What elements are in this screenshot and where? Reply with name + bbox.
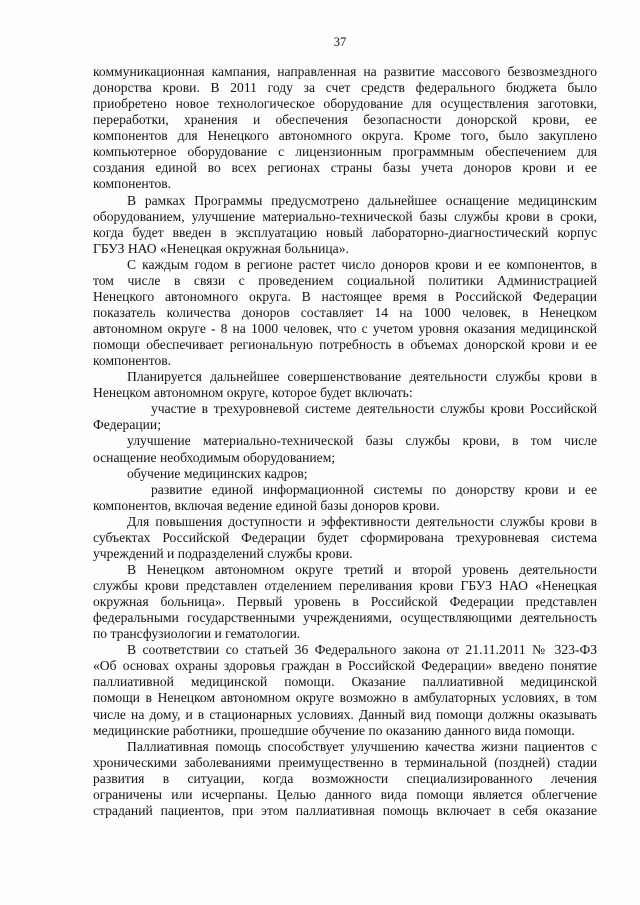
text-line: помощи обеспечивает региональную потребность в объемах донорской крови и ее [93,337,597,353]
text-line: Ненецком автономном округе, которое будет включать: [93,385,413,401]
paragraph [93,562,597,642]
text-line: компьютерное оборудование с лицензионным программным обеспечением для [93,144,597,160]
text-line: Планируется дальнейшее совершенствование деятельности службы крови в [127,369,597,385]
text-line: участие в трехуровневой системе деятельности службы крови Российской [151,401,597,417]
text-line: том числе в связи с проведением социальной политики Администрацией [93,272,597,288]
text-line: по трансфузиологии и гематологии. [93,626,301,642]
text-line: учреждений и подразделений службы крови. [93,545,353,561]
text-line: донорства крови. В 2011 году за счет средств федерального бюджета было [93,80,597,96]
text-line: компонентов, включая ведение единой базы доноров крови. [93,497,440,513]
list-item [93,433,597,465]
text-line: В соответствии со статьей 36 Федерального закона от 21.11.2011 № 323-ФЗ [127,642,597,658]
text-line: развития в ситуации, когда возможности специализированного лечения [93,770,597,786]
text-line: страданий пациентов, при этом паллиативная помощь включает в себя оказание [93,802,597,818]
text-line: субъектах Российской Федерации будет сформирована трехуровневая система [93,529,597,545]
text-line: медицинские работники, прошедшие обучение по оказанию данного вида помощи. [93,722,575,738]
text-line: показатель количества доноров составляет 14 на 1000 человек, в Ненецком [93,304,597,320]
text-line: хроническими заболеваниями преимущественно в терминальной (поздней) стадии [93,754,597,770]
text-line: оборудованием, улучшение материально-технической базы службы крови в сроки, [93,208,597,224]
list-item [93,482,597,514]
text-line: окружная больница». Первый уровень в Российской Федерации представлен [93,594,597,610]
paragraph [93,514,597,562]
paragraph [93,193,597,257]
paragraph [93,257,597,369]
text-line: развитие единой информационной системы по донорству крови и ее [151,481,597,497]
text-line: федеральными государственными учреждениями, осуществляющими деятельность [93,610,597,626]
paragraph [93,369,597,401]
text-line: Федерации; [93,417,161,433]
text-line: службы крови представлен отделением переливания крови ГБУЗ НАО «Ненецкая [93,578,597,593]
list-item [93,401,597,433]
text-line: помощи в Ненецком автономном округе возможно в амбулаторных условиях, в том [93,690,597,706]
text-line: Для повышения доступности и эффективности деятельности службы крови в [127,513,597,529]
text-line: компонентов. [93,353,172,369]
paragraph [93,642,597,738]
text-line: ограничены или исчерпаны. Целью данного вида помощи является облегчение [93,786,597,802]
text-line: оснащение необходимым оборудованием; [93,449,336,465]
text-line: приобретено новое технологическое оборудование для осуществления заготовки, [93,96,597,112]
text-line: ГБУЗ НАО «Ненецкая окружная больница». [93,240,349,256]
text-line: когда будет введен в эксплуатацию новый лабораторно-диагностический корпус [93,224,597,240]
text-line: Ненецкого автономного округа. В настоящее время в Российской Федерации [93,288,597,304]
text-line: «Об основах охраны здоровья граждан в Российской Федерации» введено понятие [93,658,597,674]
text-line: паллиативной медицинской помощи. Оказание паллиативной медицинской [93,674,597,690]
text-line: Паллиативная помощь способствует улучшению качества жизни пациентов с [127,738,597,754]
text-line: коммуникационная кампания, направленная на развитие массового безвозмездного [93,64,597,79]
text-line: В рамках Программы предусмотрено дальнейшее оснащение медицинским [127,192,597,208]
list-item [93,466,597,482]
text-line: обучение медицинских кадров; [127,465,308,481]
text-line: улучшение материально-технической базы службы крови, в том числе [127,433,597,449]
paragraph [93,64,597,193]
text-line: компонентов для Ненецкого автономного округа. Кроме того, было закуплено [93,128,597,144]
text-line: автономном округе - 8 на 1000 человек, что с учетом уровня оказания медицинской [93,321,597,336]
text-line: С каждым годом в регионе растет число доноров крови и ее компонентов, в [127,256,597,272]
text-line: компонентов. [93,176,172,192]
text-line: числе на дому, и в стационарных условиях. Данный вид помощи должны оказывать [93,706,597,722]
text-line: переработки, хранения и обеспечения безопасности донорской крови, ее [93,112,597,128]
text-line: В Ненецком автономном округе третий и второй уровень деятельности [127,561,597,577]
document-body [93,64,597,819]
paragraph [93,739,597,819]
page-number: 37 [333,35,347,49]
text-line: создания единой во всех регионах страны базы учета доноров крови и ее [93,160,597,176]
